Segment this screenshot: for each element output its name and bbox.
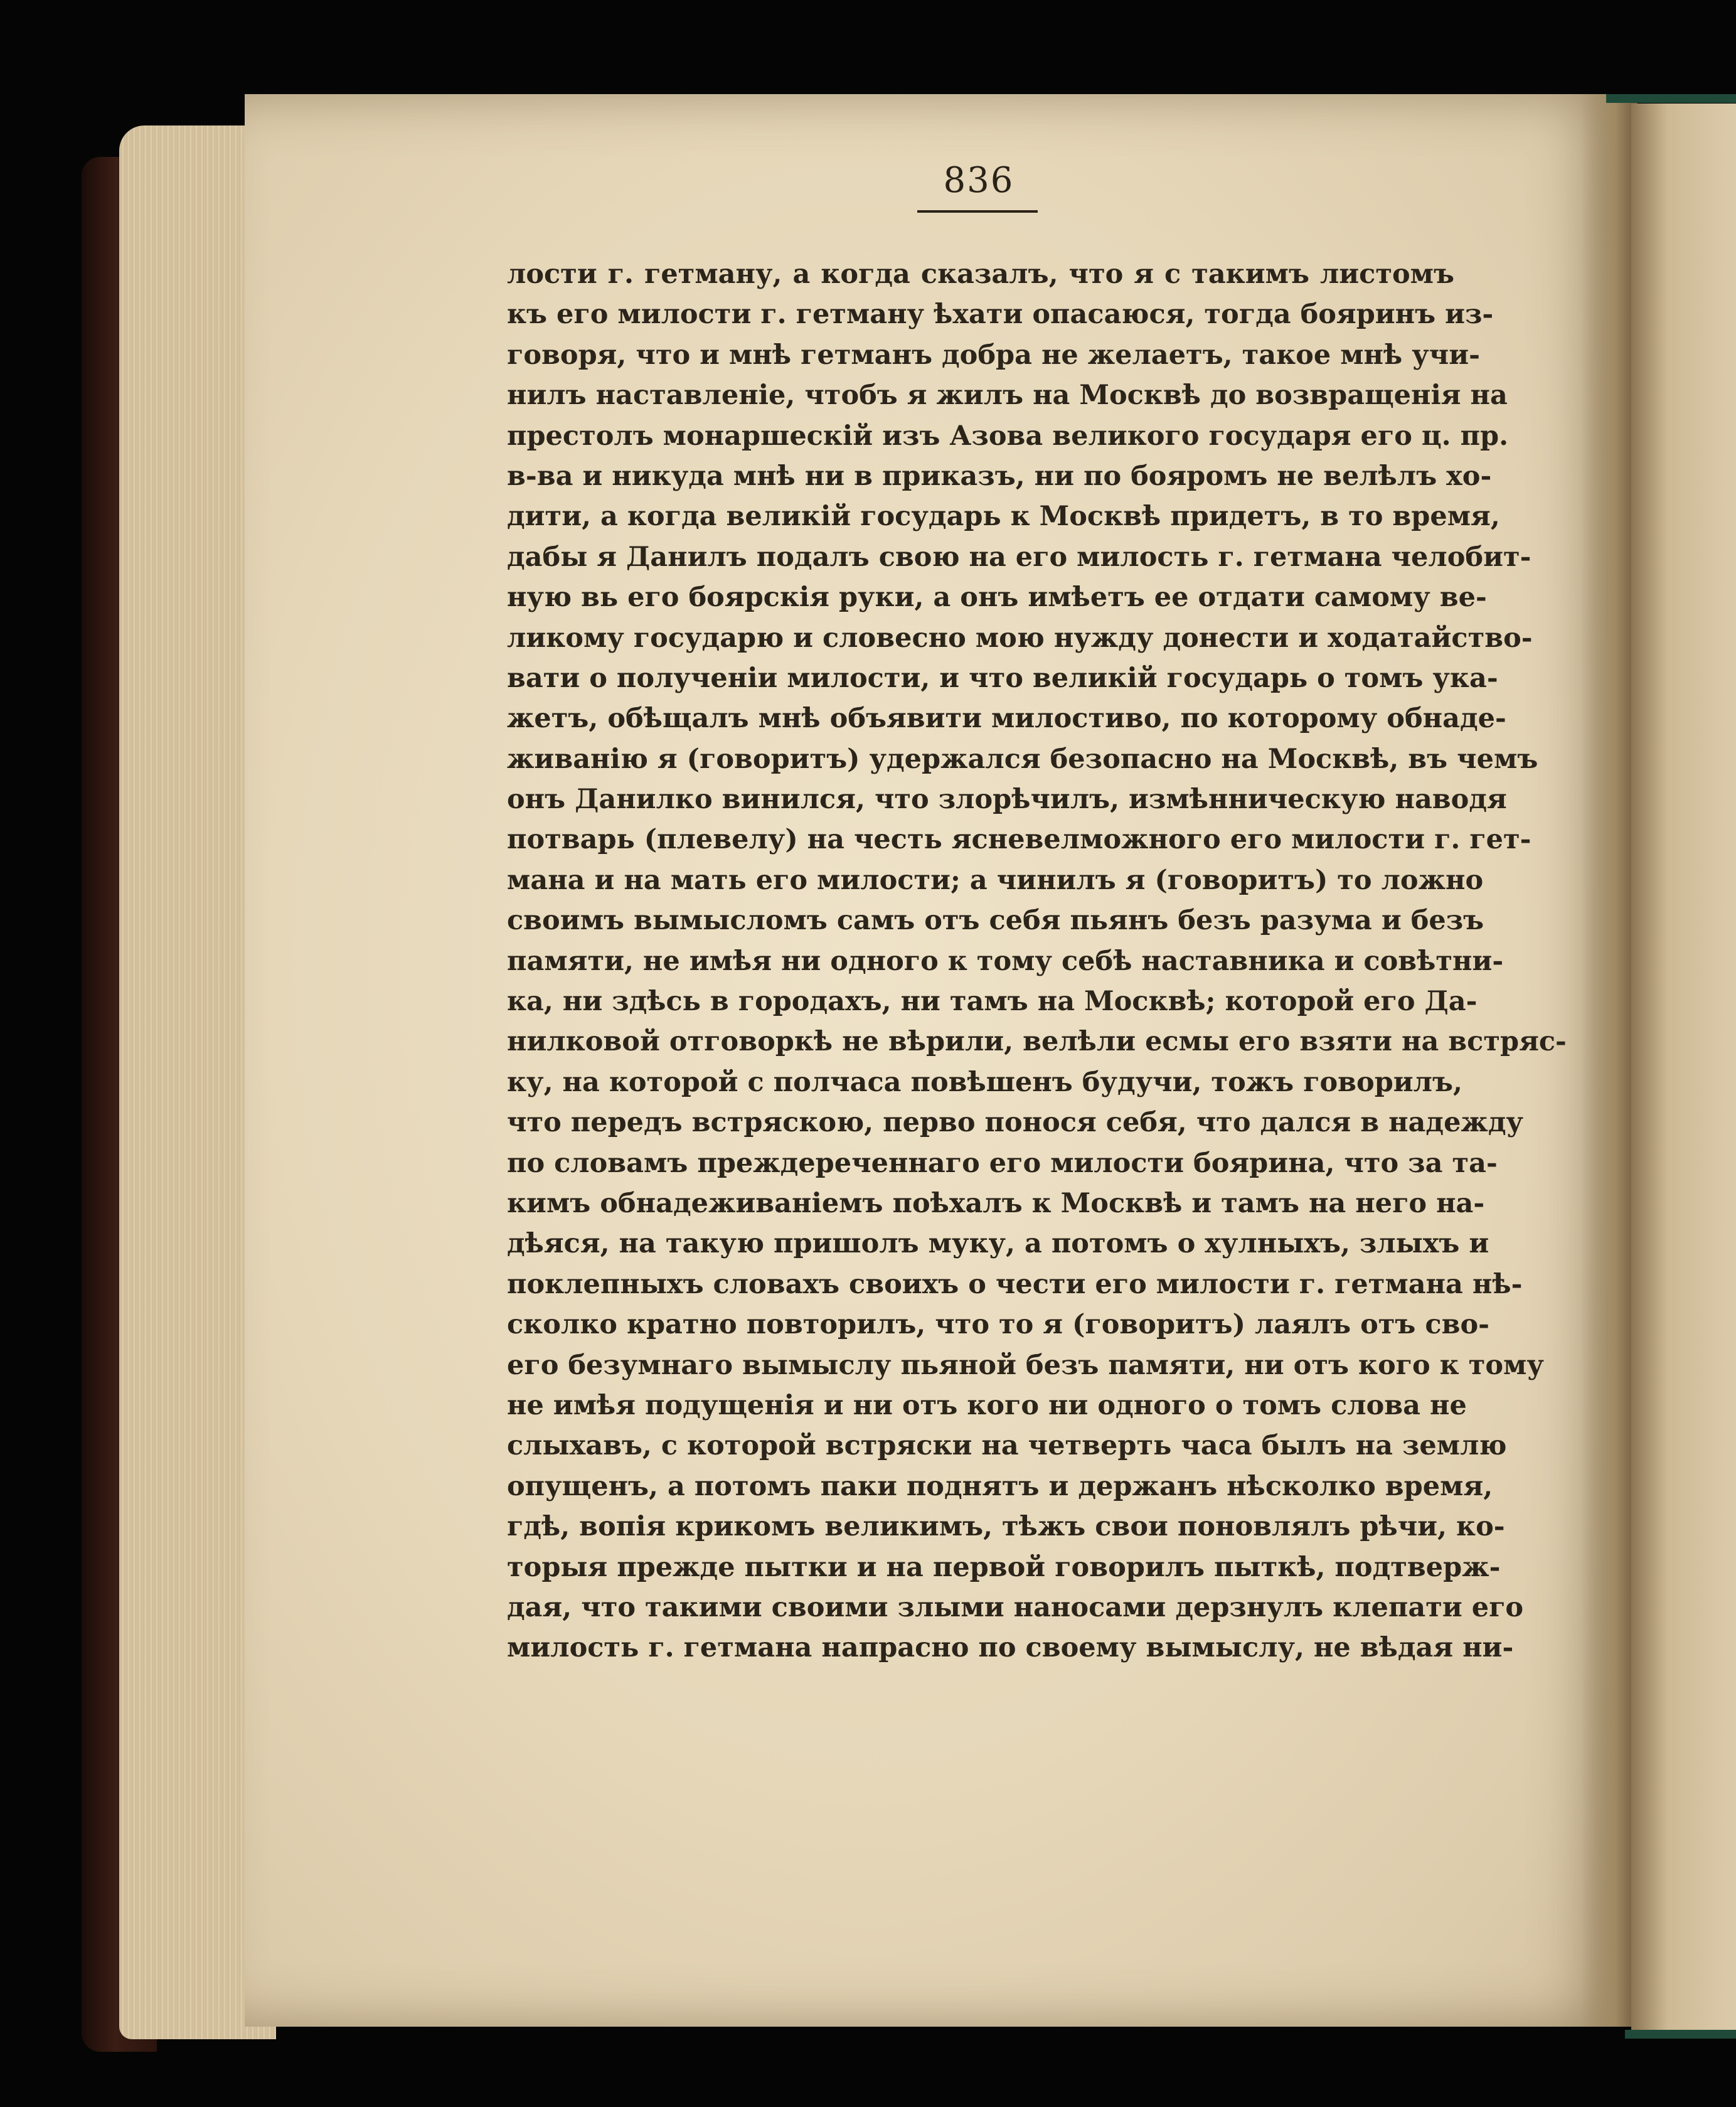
text-line: сколко кратно повторилъ, что то я (говоритъ) лаялъ отъ сво- [507, 1309, 1489, 1341]
text-line: кимъ обнадеживаніемъ поѣхалъ к Москвѣ и тамъ на него на- [507, 1187, 1485, 1219]
text-line: престолъ монаршескій изъ Азова великого государя его ц. пр. [507, 420, 1509, 452]
page-number-rule [917, 210, 1038, 213]
text-line: памяти, не имѣя ни одного к тому себѣ наставника и совѣтни- [507, 945, 1504, 977]
text-line: ку, на которой с полчаса повѣшенъ будучи, тожъ говорилъ, [507, 1066, 1462, 1098]
text-line: нилковой отговоркѣ не вѣрили, велѣли есмы его взяти на встряс- [507, 1026, 1567, 1058]
text-line: ка, ни здѣсь в городахъ, ни тамъ на Москвѣ; которой его Да- [507, 986, 1478, 1018]
text-line: ликому государю и словесно мою нужду донести и ходатайство- [507, 622, 1533, 654]
book-gutter [1581, 94, 1637, 2027]
body-text [507, 254, 1567, 1668]
text-line: онъ Данилко винился, что злорѣчилъ, измѣнническую наводя [507, 784, 1507, 816]
binding-edge-top [1606, 94, 1736, 103]
text-line: дая, что такими своими злыми наносами дерзнулъ клепати его [507, 1591, 1524, 1623]
facing-page-edge [1631, 104, 1736, 2033]
text-line: говоря, что и мнѣ гетманъ добра не желаетъ, такое мнѣ учи- [507, 339, 1480, 371]
text-line: дабы я Данилъ подалъ свою на его милость г. гетмана челобит- [507, 541, 1531, 573]
text-line: торыя прежде пытки и на первой говорилъ пыткѣ, подтверж- [507, 1551, 1501, 1583]
text-line: жетъ, обѣщалъ мнѣ объявити милостиво, по которому обнаде- [507, 703, 1506, 735]
text-line: къ его милости г. гетману ѣхати опасаюся, тогда бояринъ из- [507, 299, 1494, 331]
binding-edge-bottom [1625, 2030, 1736, 2039]
text-line: опущенъ, а потомъ паки поднятъ и держанъ нѣсколко время, [507, 1470, 1493, 1502]
text-line: мана и на мать его милости; а чинилъ я (говоритъ) то ложно [507, 864, 1484, 896]
text-line: потварь (плевелу) на честь ясневелможного его милости г. гет- [507, 824, 1531, 856]
text-line: ную вь его боярскія руки, а онъ имѣетъ ее отдати самому ве- [507, 582, 1487, 614]
text-line: поклепныхъ словахъ своихъ о чести его милости г. гетмана нѣ- [507, 1268, 1523, 1300]
text-line: не имѣя подущенія и ни отъ кого ни одного о томъ слова не [507, 1389, 1467, 1421]
text-line: его безумнаго вымыслу пьяной безъ памяти, ни отъ кого к тому [507, 1349, 1544, 1381]
page-number: 836 [943, 160, 1014, 201]
text-line: дити, а когда великій государь к Москвѣ придетъ, в то время, [507, 501, 1500, 533]
text-line: лости г. гетману, а когда сказалъ, что я с такимъ листомъ [507, 259, 1454, 290]
text-line: нилъ наставленіе, чтобъ я жилъ на Москвѣ до возвращенія на [507, 380, 1508, 412]
text-line: своимъ вымысломъ самъ отъ себя пьянъ безъ разума и безъ [507, 905, 1484, 937]
text-line: слыхавъ, с которой встряски на четверть часа былъ на землю [507, 1430, 1507, 1462]
text-line: вати о полученіи милости, и что великій государь о томъ ука- [507, 662, 1498, 694]
text-line: дѣяся, на такую пришолъ муку, а потомъ о хулныхъ, злыхъ и [507, 1228, 1489, 1260]
text-line: что передъ встряскою, перво понося себя, что дался в надежду [507, 1107, 1524, 1139]
text-line: гдѣ, вопія крикомъ великимъ, тѣжъ свои поновлялъ рѣчи, ко- [507, 1511, 1505, 1543]
text-line: в-ва и никуда мнѣ ни в приказъ, ни по бояромъ не велѣлъ хо- [507, 460, 1492, 492]
text-line: живанію я (говоритъ) удержался безопасно на Москвѣ, въ чемъ [507, 743, 1538, 775]
text-line: по словамъ преждереченнаго его милости боярина, что за та- [507, 1147, 1498, 1179]
text-line: милость г. гетмана напрасно по своему вымыслу, не вѣдая ни- [507, 1632, 1514, 1664]
